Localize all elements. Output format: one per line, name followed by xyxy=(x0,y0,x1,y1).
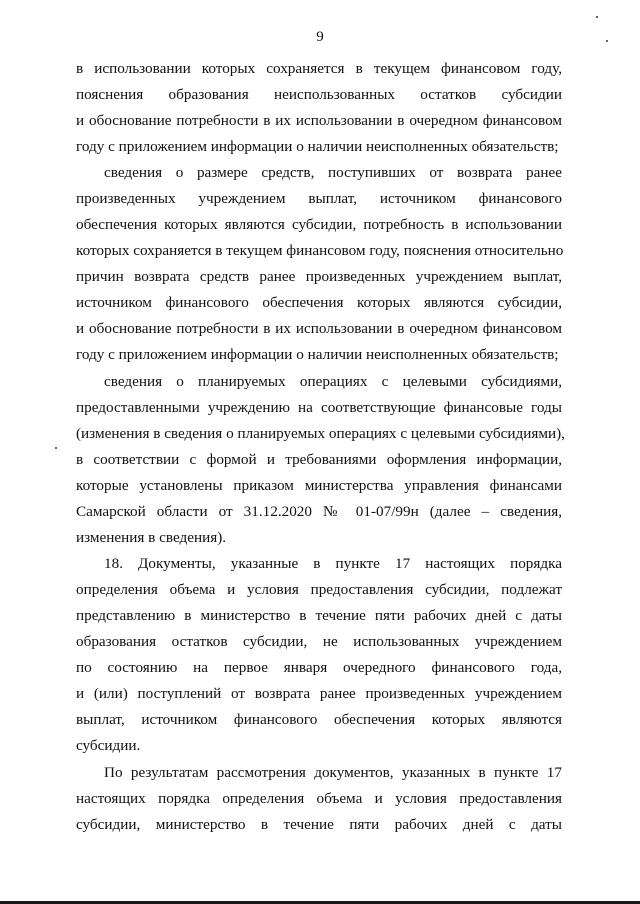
text-line: которых сохраняется в текущем финансовом году, пояснения относительно xyxy=(76,242,564,259)
scan-speck xyxy=(606,40,608,42)
text-line: настоящих порядка определения объема и условия предоставления xyxy=(76,790,562,807)
text-line: определения объема и условия предоставления субсидии, подлежат xyxy=(76,581,562,598)
paragraph-first-line: сведения о планируемых операциях с целевыми субсидиями, xyxy=(104,373,562,390)
text-line: пояснения образования неиспользованных остатков субсидии xyxy=(76,86,562,103)
text-line: и обоснование потребности в их использовании в очередном финансовом xyxy=(76,112,562,129)
text-line: и обоснование потребности в их использовании в очередном финансовом xyxy=(76,320,562,337)
text-line: причин возврата средств ранее произведенных учреждением выплат, xyxy=(76,268,562,285)
text-line: в использовании которых сохраняется в текущем финансовом году, xyxy=(76,60,562,77)
text-line: (изменения в сведения о планируемых операциях с целевыми субсидиями), xyxy=(76,425,565,442)
text-line: изменения в сведения). xyxy=(76,529,227,546)
paragraph-first-line: По результатам рассмотрения документов, указанных в пункте 17 xyxy=(104,764,562,781)
text-line: году с приложением информации о наличии неисполненных обязательств; xyxy=(76,138,559,155)
text-line: по состоянию на первое января очередного финансового года, xyxy=(76,659,562,676)
text-line: и (или) поступлений от возврата ранее произведенных учреждением xyxy=(76,685,562,702)
text-line: образования остатков субсидии, не использованных учреждением xyxy=(76,633,562,650)
text-line: которые установлены приказом министерства управления финансами xyxy=(76,477,562,494)
scan-speck xyxy=(55,447,57,449)
text-line: выплат, источником финансового обеспечения которых являются xyxy=(76,711,562,728)
text-line: обеспечения которых являются субсидии, потребность в использовании xyxy=(76,216,562,233)
page-number: 9 xyxy=(316,29,324,45)
scan-speck xyxy=(596,16,598,18)
text-line: субсидии. xyxy=(76,737,141,754)
text-line: субсидии, министерство в течение пяти рабочих дней с даты xyxy=(76,816,562,833)
text-line: году с приложением информации о наличии неисполненных обязательств; xyxy=(76,346,559,363)
text-line: в соответствии с формой и требованиями оформления информации, xyxy=(76,451,562,468)
paragraph-first-line: сведения о размере средств, поступивших от возврата ранее xyxy=(104,164,562,181)
text-line: предоставленными учреждению на соответствующие финансовые годы xyxy=(76,399,562,416)
text-line: представлению в министерство в течение пяти рабочих дней с даты xyxy=(76,607,562,624)
text-line: Самарской области от 31.12.2020 № 01-07/99н (далее – сведения, xyxy=(76,503,562,520)
text-line: источником финансового обеспечения которых являются субсидии, xyxy=(76,294,562,311)
paragraph-first-line: 18. Документы, указанные в пункте 17 настоящих порядка xyxy=(104,555,562,572)
text-line: произведенных учреждением выплат, источником финансового xyxy=(76,190,562,207)
